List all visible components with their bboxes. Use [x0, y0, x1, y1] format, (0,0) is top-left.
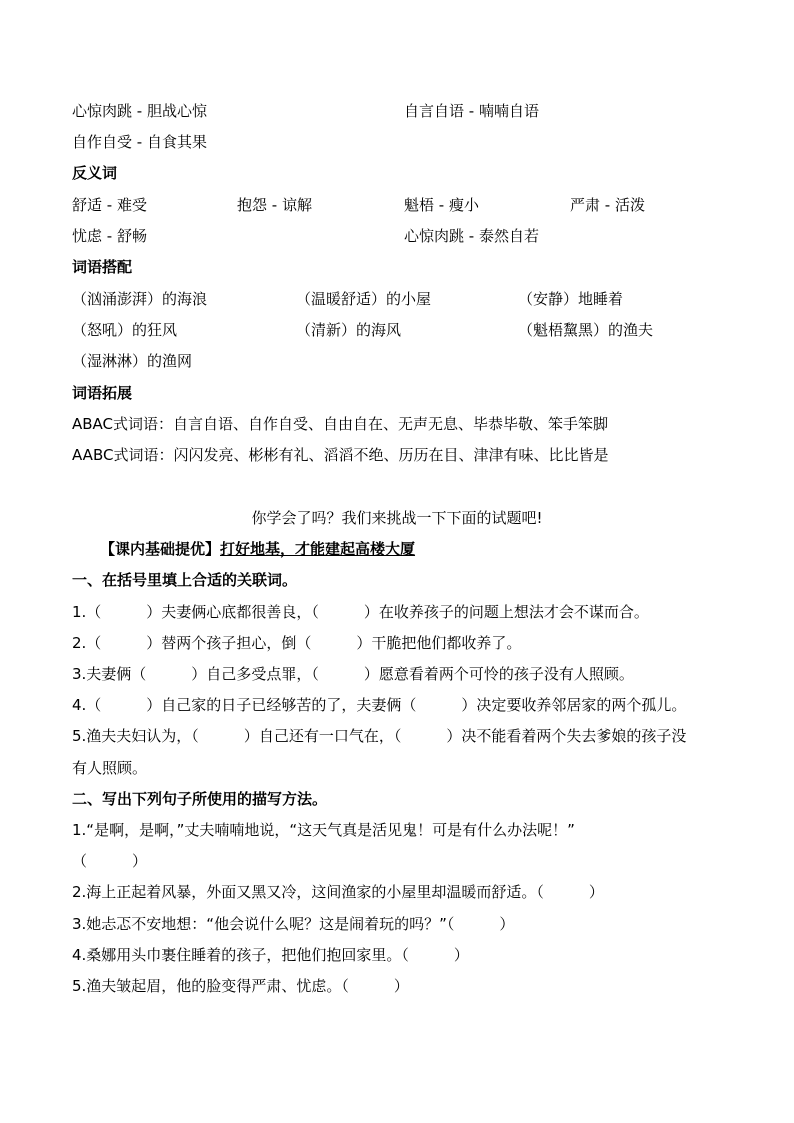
section-bracket-label: 【课内基础提优】 [100, 540, 221, 558]
synonym-row-2 [72, 130, 734, 154]
collocation-item: （魁梧黧黑）的渔夫 [518, 321, 654, 339]
part2-item: 3.她忐忑不安地想：“他会说什么呢？这是闹着玩的吗？”（ ） [72, 915, 515, 933]
antonym-pair: 忧虑 - 舒畅 [72, 227, 147, 245]
part2-item: 4.桑娜用头巾裹住睡着的孩子，把他们抱回家里。（ ） [72, 946, 469, 964]
section-motto: 打好地基，才能建起高楼大厦 [220, 540, 416, 558]
part1-item: 5.渔夫夫妇认为，（ ）自己还有一口气在，（ ）决不能看着两个失去爹娘的孩子没 [72, 727, 687, 745]
expansion-heading: 词语拓展 [72, 384, 133, 402]
collocation-item: （湿淋淋）的渔网 [72, 352, 193, 370]
synonym-row-1 [72, 99, 734, 123]
part1-item: 2.（ ）替两个孩子担心，倒（ ）干脆把他们都收养了。 [72, 634, 522, 652]
synonym-pair: 心惊肉跳 - 胆战心惊 [72, 102, 207, 120]
part2-item: 2.海上正起着风暴，外面又黑又冷，这间渔家的小屋里却温暖而舒适。（ ） [72, 883, 604, 901]
collocation-item: （汹涌澎湃）的海浪 [72, 290, 208, 308]
synonym-pair: 自言自语 - 喃喃自语 [404, 102, 539, 120]
part1-heading: 一、在括号里填上合适的关联词。 [72, 571, 298, 589]
antonym-pair: 心惊肉跳 - 泰然自若 [404, 227, 539, 245]
part2-item: 5.渔夫皱起眉，他的脸变得严肃、忧虑。（ ） [72, 977, 409, 995]
collocation-row-3 [72, 349, 734, 373]
part1-item-continued: 有人照顾。 [72, 759, 148, 777]
part1-item: 4.（ ）自己家的日子已经够苦的了，夫妻俩（ ）决定要收养邻居家的两个孤儿。 [72, 696, 687, 714]
antonym-pair: 严肃 - 活泼 [570, 196, 645, 214]
antonym-row-1 [72, 193, 734, 217]
antonym-pair: 抱怨 - 谅解 [237, 196, 312, 214]
part1-item: 3.夫妻俩（ ）自己多受点罪，（ ）愿意看着两个可怜的孩子没有人照顾。 [72, 665, 634, 683]
part2-heading: 二、写出下列句子所使用的描写方法。 [72, 790, 328, 808]
collocation-item: （温暖舒适）的小屋 [296, 290, 432, 308]
antonym-pair: 魁梧 - 瘦小 [404, 196, 479, 214]
collocation-item: （安静）地睡着 [518, 290, 624, 308]
antonym-row-2 [72, 224, 734, 248]
abac-words: ABAC式词语：自言自语、自作自受、自由自在、无声无息、毕恭毕敬、笨手笨脚 [72, 415, 609, 433]
part2-item-answer: （ ） [72, 852, 148, 870]
collocation-row-1 [72, 287, 734, 311]
part1-item: 1.（ ）夫妻俩心底都很善良，（ ）在收养孩子的问题上想法才会不谋而合。 [72, 603, 649, 621]
section-banner [100, 537, 734, 561]
antonym-pair: 舒适 - 难受 [72, 196, 147, 214]
collocation-row-2 [72, 318, 734, 342]
collocation-item: （清新）的海风 [296, 321, 402, 339]
synonym-pair: 自作自受 - 自食其果 [72, 133, 207, 151]
collocation-item: （怒吼）的狂风 [72, 321, 178, 339]
challenge-intro: 你学会了吗？我们来挑战一下下面的试题吧! [251, 509, 543, 527]
aabc-words: AABC式词语：闪闪发亮、彬彬有礼、滔滔不绝、历历在目、津津有味、比比皆是 [72, 446, 609, 464]
antonyms-heading: 反义词 [72, 164, 118, 182]
part2-item: 1.“是啊，是啊，”丈夫喃喃地说，“这天气真是活见鬼！可是有什么办法呢！” [72, 821, 575, 839]
collocations-heading: 词语搭配 [72, 258, 133, 276]
